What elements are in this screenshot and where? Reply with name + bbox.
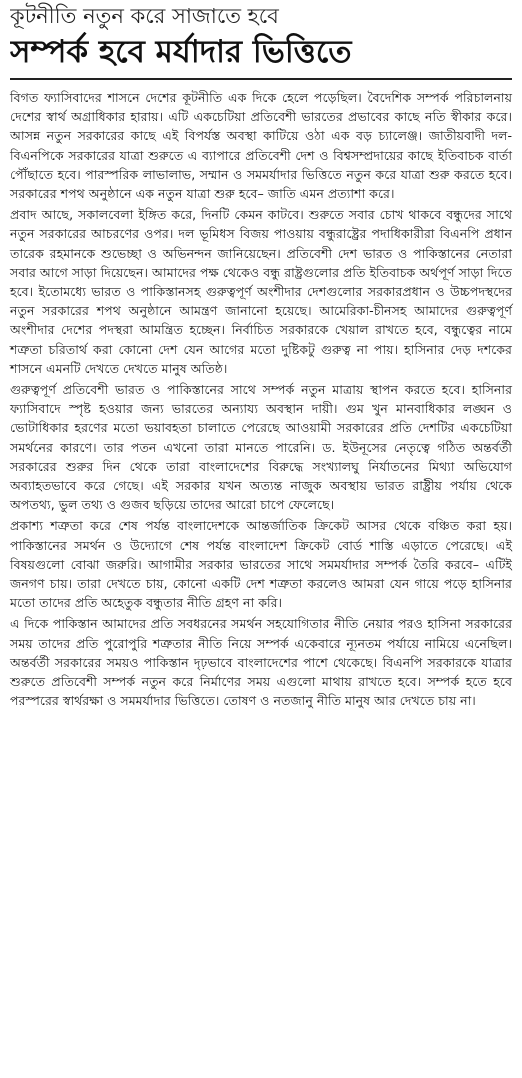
- paragraph-3: গুরুত্বপূর্ণ প্রতিবেশী ভারত ও পাকিস্তানের সাথে সম্পর্ক নতুন মাত্রায় স্থাপন করতে হবে। হাসিনার ফ্যাসিবাদে স্পৃষ্ট হওয়ার জন্য ভারতের অন্যায্য অবস্থান দায়ী। গুম খুন মানবাধিকার লঙ্ঘন ও ভোটাধিকার হরণের মতো ভয়াবহতা চালাতে পেরেছে আওয়ামী সরকারের প্রতি দেশটির একচেটিয়া সমর্থনের কারণে। তার পতন এখনো তারা মানতে পারেনি। ড. ইউনূসের নেতৃত্বে গঠিত অন্তর্বর্তী সরকারের শুরুর দিন থেকে তারা বাংলাদেশের বিরুদ্ধে সংখ্যালঘু নির্যাতনের মিথ্যা অভিযোগ অব্যাহতভাবে করে গেছে। এই সরকার যখন অত্যন্ত নাজুক অবস্থায় ভারত রাষ্ট্রীয় পর্যায় থেকে অপতথ্য, ভুল তথ্য ও গুজব ছড়িয়ে তাদের আরো চাপে ফেলেছে।: [10, 382, 512, 513]
- headline-block: [10, 2, 512, 80]
- kicker: কূটনীতি নতুন করে সাজাতে হবে: [10, 4, 279, 28]
- headline: সম্পর্ক হবে মর্যাদার ভিত্তিতে: [10, 34, 352, 70]
- article-body: [10, 88, 512, 711]
- paragraph-5: এ দিকে পাকিস্তান আমাদের প্রতি সবধরনের সমর্থন সহযোগিতার নীতি নেয়ার পরও হাসিনা সরকারের সময় তাদের প্রতি পুরোপুরি শত্রুতার নীতি নিয়ে সম্পর্ক একেবারে ন্যূনতম পর্যায়ে নামিয়ে এনেছিল। অন্তর্বর্তী সরকারের সময়ও পাকিস্তান দৃঢ়ভাবে বাংলাদেশের পাশে থেকেছে। বিএনপি সরকারকে যাত্রার শুরুতে প্রতিবেশী সম্পর্ক নতুন করে নির্মাণের সময় এগুলো মাথায় রাখতে হবে। সম্পর্ক হতে হবে পরস্পরের স্বার্থরক্ষা ও সমমর্যাদার ভিত্তিতে। তোষণ ও নতজানু নীতি মানুষ আর দেখতে চায় না।: [10, 616, 512, 709]
- paragraph-2: প্রবাদ আছে, সকালবেলা ইঙ্গিত করে, দিনটি কেমন কাটবে। শুরুতে সবার চোখ থাকবে বন্ধুদের সাথে নতুন সরকারের আচরণের ওপর। দল ভূমিধস বিজয় পাওয়ায় বন্ধুরাষ্ট্রের পদাধিকারীরা বিএনপি প্রধান তারেক রহমানকে শুভেচ্ছা ও অভিনন্দন জানিয়েছেন। প্রতিবেশী দেশ ভারত ও পাকিস্তানের নেতারা সবার আগে সাড়া দিয়েছেন। আমাদের পক্ষ থেকেও বন্ধু রাষ্ট্রগুলোর প্রতি ইতিবাচক অর্থপূর্ণ সাড়া দিতে হবে। ইতোমধ্যে ভারত ও পাকিস্তানসহ গুরুত্বপূর্ণ অংশীদার দেশগুলোর সরকারপ্রধান ও উচ্চপদস্থদের নতুন সরকারের শপথ অনুষ্ঠানে আমন্ত্রণ জানানো হয়েছে। আমেরিকা-চীনসহ আমাদের গুরুত্বপূর্ণ অংশীদার দেশের পদস্থরা আমন্ত্রিত হচ্ছেন। নির্বাচিত সরকারকে খেয়াল রাখতে হবে, বন্ধুত্বের নামে শত্রুতা চরিতার্থ করা কোনো দেশ যেন আগের মতো দুষ্টিকটু গুরুত্ব না পায়। হাসিনার দেড় দশকের শাসনে এমনটি দেখতে দেখতে মানুষ অতিষ্ঠ।: [10, 207, 512, 376]
- paragraph-1: বিগত ফ্যাসিবাদের শাসনে দেশের কূটনীতি এক দিকে হেলে পড়েছিল। বৈদেশিক সম্পর্ক পরিচালনায় দেশের স্বার্থ অগ্রাধিকার হারায়। এটি একচেটিয়া প্রতিবেশী ভারতের প্রভাবের কাছে নতি স্বীকার করে। আসন্ন নতুন সরকারের কাছে এই বিপর্যস্ত অবস্থা কাটিয়ে ওঠা এক বড় চ্যালেঞ্জ। জাতীয়বাদী দল-বিএনপিকে সরকারের যাত্রা শুরুতে এ ব্যাপারে প্রতিবেশী দেশ ও বিশ্বসম্প্রদায়ের কাছে ইতিবাচক বার্তা পৌঁছাতে হবে। পারস্পরিক লাভালাভ, সম্মান ও সমমর্যাদার ভিত্তিতে নতুন করে যাত্রা শুরু করতে হবে। সরকারের শপথ অনুষ্ঠানে এক নতুন যাত্রা শুরু হবে– জাতি এমন প্রত্যাশা করে।: [10, 90, 512, 202]
- paragraph-4: প্রকাশ্য শত্রুতা করে শেষ পর্যন্ত বাংলাদেশকে আন্তর্জাতিক ক্রিকেট আসর থেকে বঞ্চিত করা হয়। পাকিস্তানের সমর্থন ও উদ্যোগে শেষ পর্যন্ত বাংলাদেশ ক্রিকেট বোর্ড শাস্তি এড়াতে পেরেছে। এই বিষয়গুলো বোঝা জরুরি। আগামীর সরকার ভারতের সাথে সমমর্যাদার সম্পর্ক তৈরি করবে– এটিই জনগণ চায়। তারা দেখতে চায়, কোনো একটি দেশ শত্রুতা করলেও আমরা যেন গায়ে পড়ে হাসিনার মতো তাদের প্রতি অহেতুক বন্ধুতার নীতি গ্রহণ না করি।: [10, 518, 512, 611]
